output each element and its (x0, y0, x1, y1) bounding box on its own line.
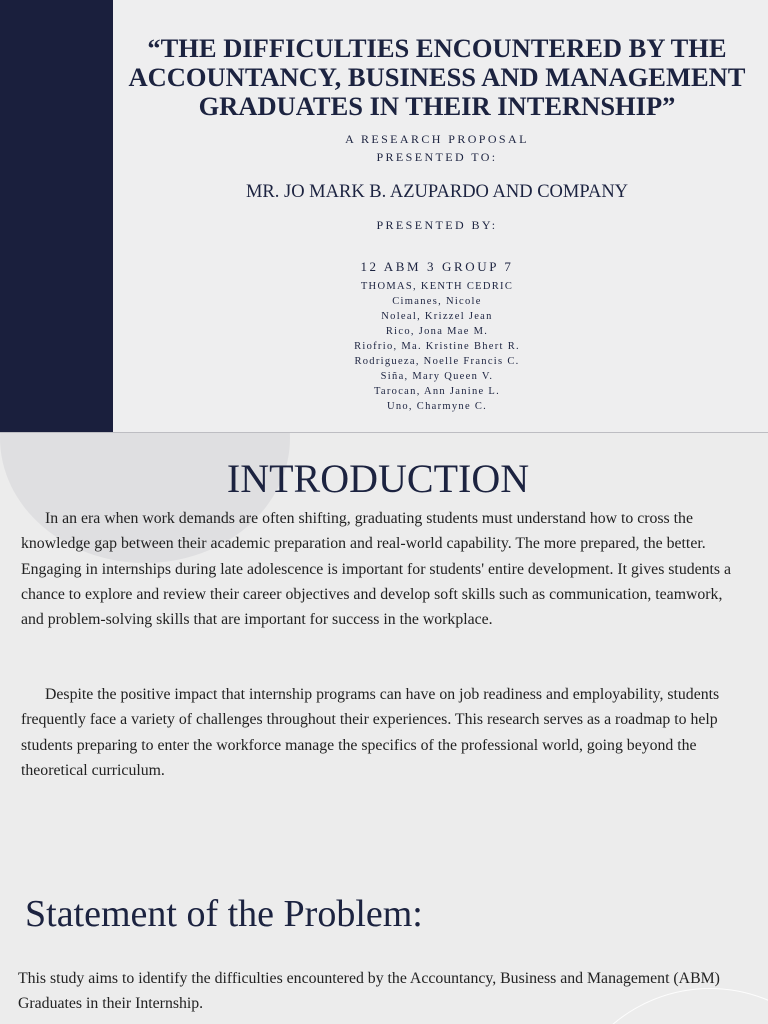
introduction-paragraph: In an era when work demands are often shifting, graduating students must understand how to cross the knowledge gap between their academic preparation and real-world capability. The more prepared, the better. Engaging in internships during late adolescence is important for students' entire development. It gives students a chance to explore and review their career objectives and develop soft skills such as communication, teamwork, and problem-solving skills that are important for success in the workplace. (21, 510, 732, 629)
presented-to-label: PRESENTED TO: (376, 150, 498, 164)
proposal-label: A RESEARCH PROPOSAL (345, 132, 529, 146)
problem-statement-text: This study aims to identify the difficulties encountered by the Accountancy, Business and Management (ABM) Graduates in their Internship. (18, 970, 720, 1012)
navy-sidebar-decoration (0, 0, 113, 432)
title-slide (0, 0, 768, 432)
group-name: 12 ABM 3 GROUP 7 (360, 259, 514, 274)
member-name: Uno, Charmyne C. (386, 401, 488, 412)
member-name: THOMAS, KENTH CEDRIC (360, 281, 514, 292)
presented-by-label: PRESENTED BY: (376, 218, 498, 232)
member-name: Tarocan, Ann Janine L. (373, 386, 501, 397)
member-name: Siña, Mary Queen V. (380, 371, 494, 382)
research-title: “THE DIFFICULTIES ENCOUNTERED BY THE ACCOUNTANCY, BUSINESS AND MANAGEMENT GRADUATES IN THEIR INTERNSHIP” (128, 33, 746, 121)
member-name: Cimanes, Nicole (392, 296, 482, 307)
member-name: Noleal, Krizzel Jean (381, 311, 493, 322)
introduction-paragraph: Despite the positive impact that internship programs can have on job readiness and employability, students frequently face a variety of challenges throughout their experiences. This research serves as a roadmap to help students preparing to enter the workforce manage the specifics of the professional world, going beyond the theoretical curriculum. (21, 686, 720, 779)
member-name: Rico, Jona Mae M. (385, 326, 489, 337)
recipient-name: MR. JO MARK B. AZUPARDO AND COMPANY (245, 182, 629, 202)
introduction-slide (0, 433, 768, 1024)
member-name: Rodrigueza, Noelle Francis C. (354, 356, 520, 367)
introduction-heading: INTRODUCTION (226, 456, 530, 501)
member-list (128, 279, 746, 414)
member-name: Riofrio, Ma. Kristine Bhert R. (354, 341, 520, 352)
problem-statement-heading: Statement of the Problem: (25, 893, 423, 935)
